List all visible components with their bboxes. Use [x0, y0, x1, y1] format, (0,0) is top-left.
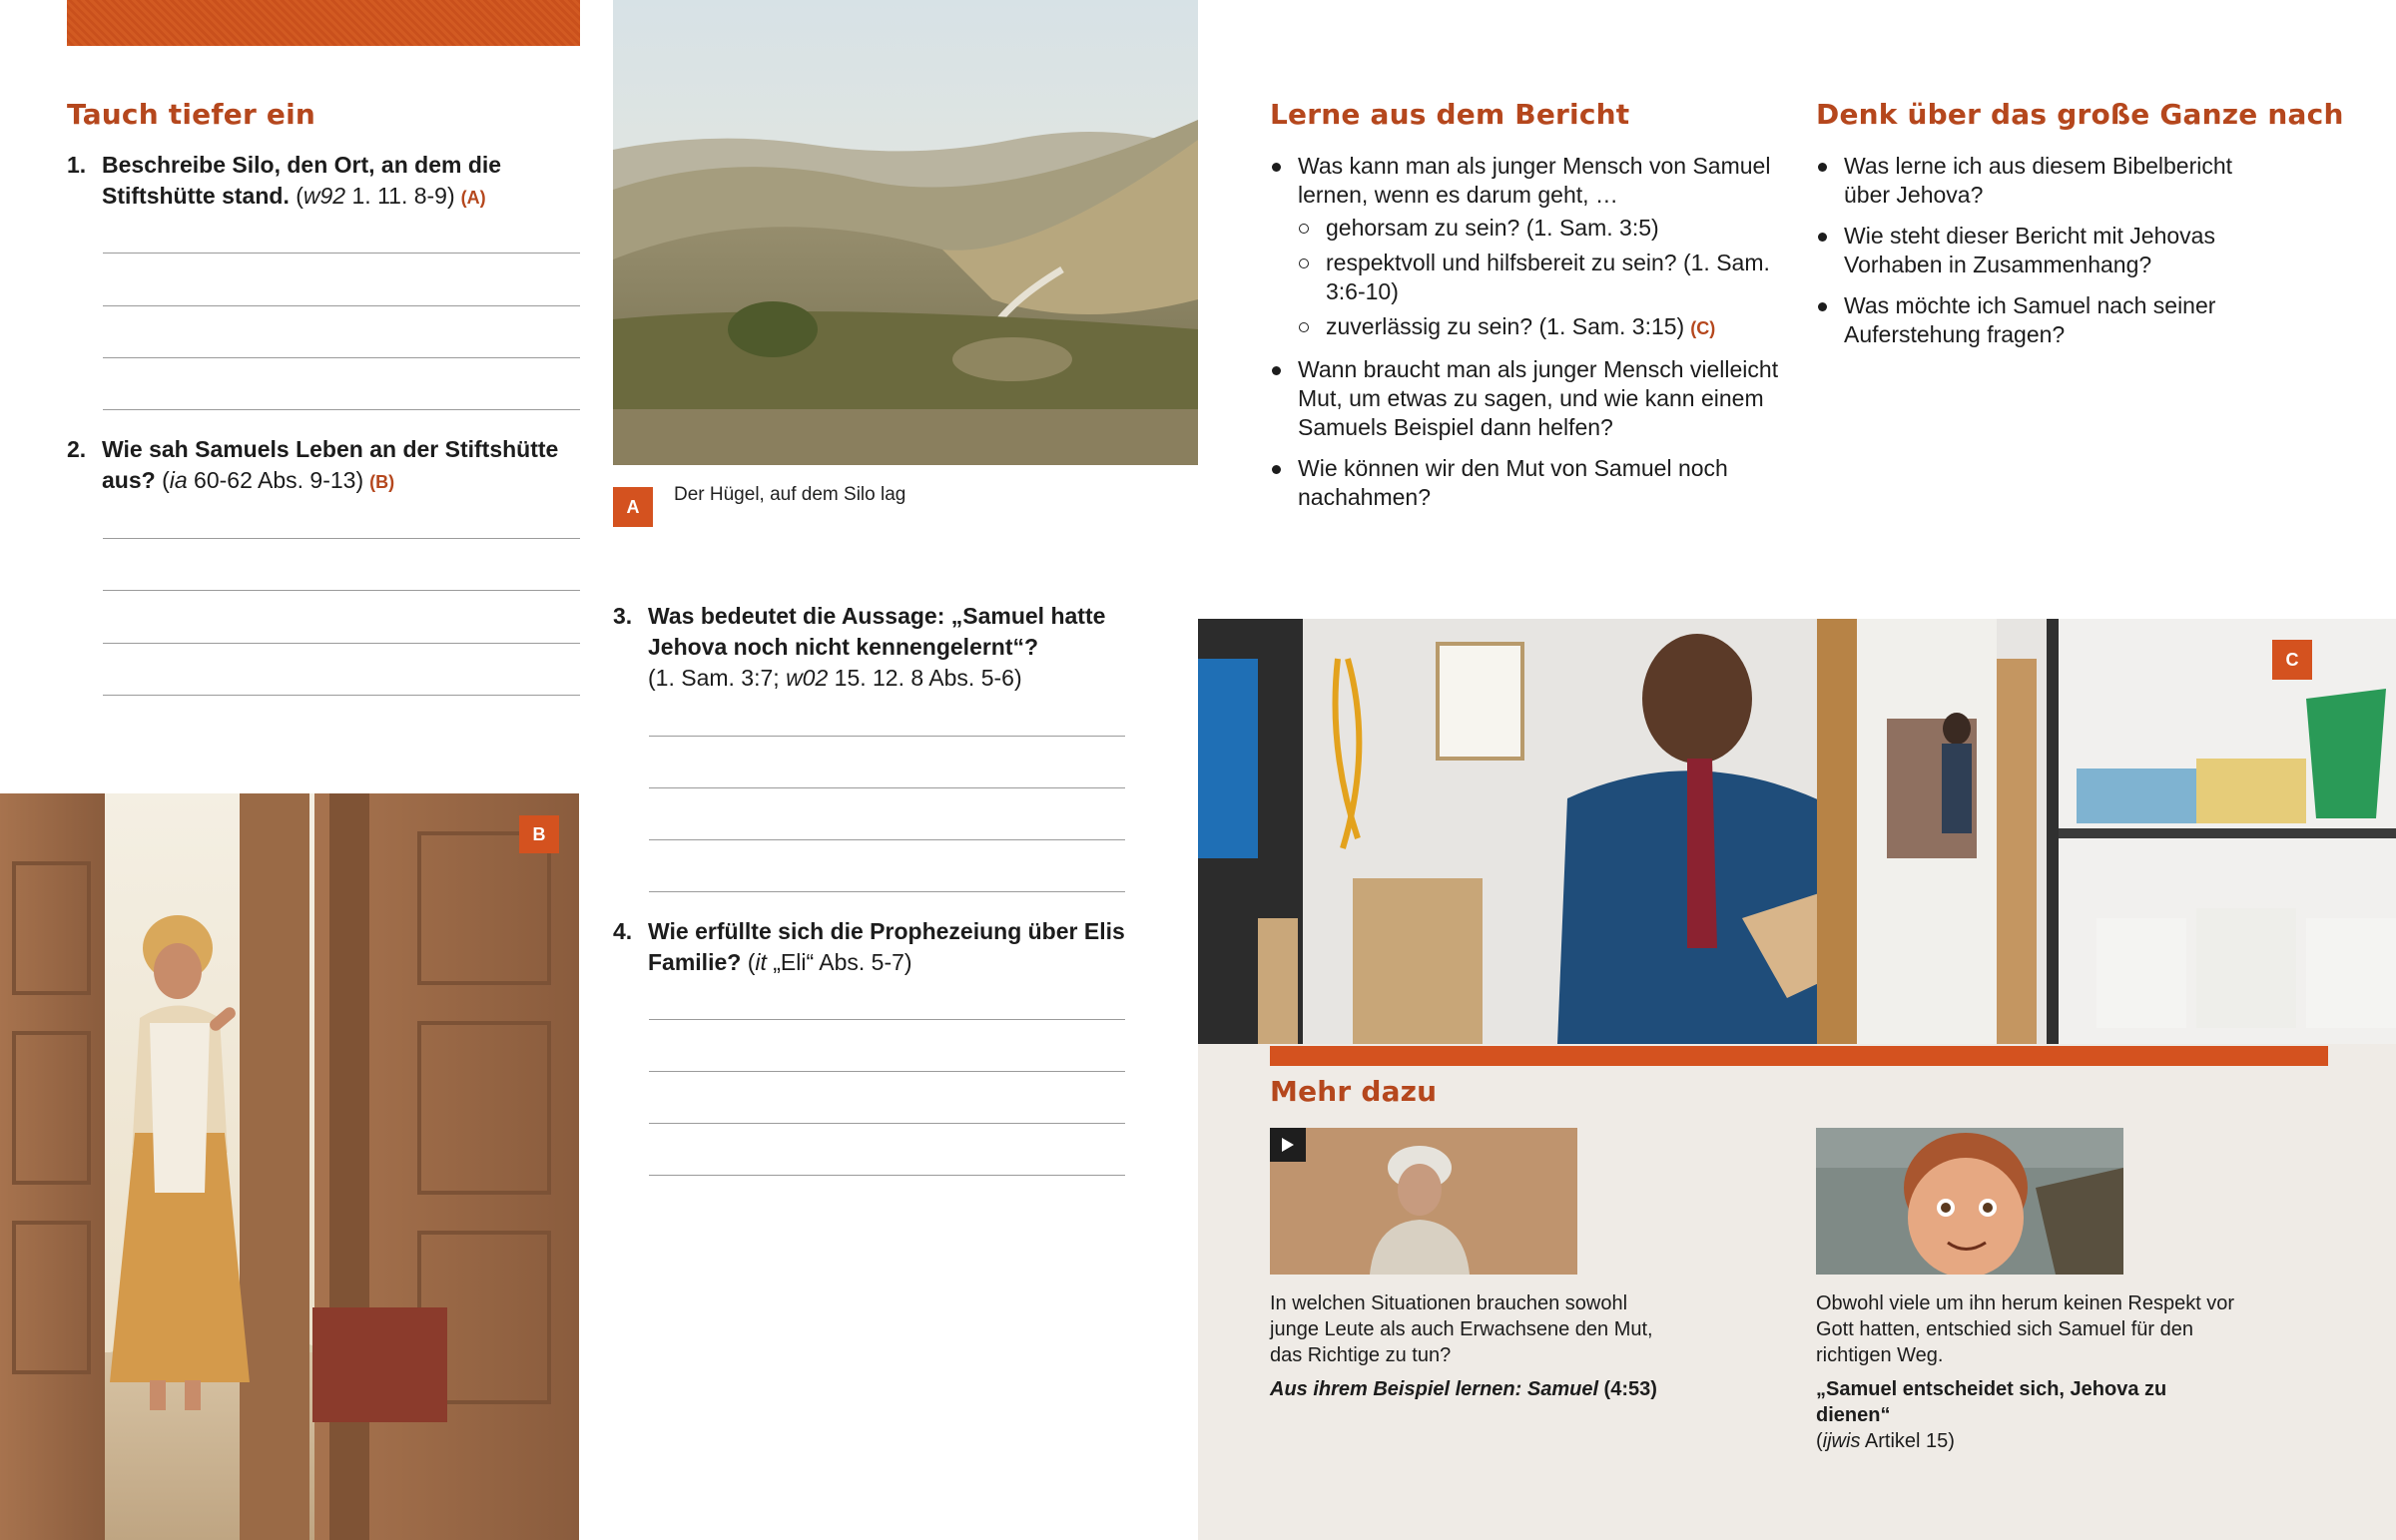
write-line[interactable]: [103, 305, 580, 306]
list-item: gehorsam zu sein? (1. Sam. 3:5): [1298, 214, 1789, 243]
write-line[interactable]: [103, 643, 580, 644]
article-ref: (ijwis Artikel 15): [1816, 1430, 1955, 1452]
list-item: Was möchte ich Samuel nach seiner Auferstehung fragen?: [1816, 291, 2255, 349]
question-1: 1. Beschreibe Silo, den Ort, an dem die Stiftshütte stand. (w92 1. 11. 8-9) (A): [67, 152, 502, 209]
list-item: Was kann man als junger Mensch von Samuel lernen, wenn es darum geht, … gehorsam zu sein? (1. Sam. 3:5) respektvoll und hilfsbereit zu sein? (1. Sam. 3:6-10) zuverlässig zu sein? (1. Sam. 3:15) (C): [1270, 152, 1789, 343]
ref-tag-b: (B): [369, 472, 395, 492]
list-item: respektvoll und hilfsbereit zu sein? (1. Sam. 3:6-10): [1298, 249, 1789, 306]
landscape-photo-icon: [613, 0, 1198, 465]
write-line[interactable]: [103, 590, 580, 591]
list-item: Wann braucht man als junger Mensch vielleicht Mut, um etwas zu sagen, und wie kann einem Samuels Beispiel dann helfen?: [1270, 355, 1789, 442]
write-line[interactable]: [103, 695, 580, 696]
write-line[interactable]: [649, 787, 1125, 788]
samuel-opening-doors-illustration-icon: [0, 793, 579, 1540]
ref-tag-a: (A): [460, 188, 486, 208]
think-list: [1816, 152, 2255, 361]
write-line[interactable]: [649, 839, 1125, 840]
video-thumbnail[interactable]: [1270, 1128, 1577, 1275]
write-line[interactable]: [103, 357, 580, 358]
write-line[interactable]: [103, 253, 580, 254]
photo-a-caption: Der Hügel, auf dem Silo lag: [674, 484, 906, 505]
article-description: Obwohl viele um ihn herum keinen Respekt vor Gott hatten, entschied sich Samuel für den richtigen Weg. „Samuel entscheidet sich, Jehova zu dienen“ (ijwis Artikel 15): [1816, 1292, 2235, 1452]
badge-b: B: [519, 815, 559, 853]
list-item: Wie steht dieser Bericht mit Jehovas Vorhaben in Zusammenhang?: [1816, 222, 2255, 279]
write-line[interactable]: [649, 1071, 1125, 1072]
article-link[interactable]: „Samuel entscheidet sich, Jehova zu dienen“: [1816, 1378, 2167, 1426]
write-line[interactable]: [649, 736, 1125, 737]
think-heading: Denk über das große Ganze nach: [1816, 98, 2344, 131]
question-4: 4. Wie erfüllte sich die Prophezeiung über Elis Familie? (it „Eli“ Abs. 5-7): [613, 918, 1125, 975]
video-description: In welchen Situationen brauchen sowohl junge Leute als auch Erwachsene den Mut, das Richtige zu tun? Aus ihrem Beispiel lernen: Samuel (4:53): [1270, 1290, 1669, 1402]
silo-landscape-photo: [613, 0, 1198, 465]
list-item: zuverlässig zu sein? (1. Sam. 3:15) (C): [1298, 312, 1789, 343]
question-3: 3. Was bedeutet die Aussage: „Samuel hatte Jehova noch nicht kennengelernt“? (1. Sam. 3:7; w02 15. 12. 8 Abs. 5-6): [613, 603, 1106, 691]
storeroom-photo: [1198, 619, 2396, 1044]
question-2: 2. Wie sah Samuels Leben an der Stiftshütte aus? (ia 60-62 Abs. 9-13) (B): [67, 436, 559, 493]
list-item: Was lerne ich aus diesem Bibelbericht über Jehova?: [1816, 152, 2255, 210]
write-line[interactable]: [649, 1019, 1125, 1020]
ref-tag-c: (C): [1690, 318, 1716, 338]
deep-heading: Tauch tiefer ein: [67, 98, 316, 131]
samuel-video-still-icon: [1270, 1128, 1577, 1275]
more-heading: Mehr dazu: [1270, 1075, 1438, 1108]
young-man-with-clipboard-photo-icon: [1198, 619, 2396, 1044]
video-link[interactable]: Aus ihrem Beispiel lernen: Samuel (4:53): [1270, 1378, 1657, 1400]
more-accent-bar: [1270, 1046, 2328, 1066]
list-item: Wie können wir den Mut von Samuel noch nachahmen?: [1270, 454, 1789, 512]
write-line[interactable]: [649, 1175, 1125, 1176]
article-thumbnail[interactable]: [1816, 1128, 2123, 1275]
learn-sublist: [1298, 214, 1789, 343]
badge-a: A: [613, 487, 653, 527]
cartoon-samuel-icon: [1816, 1128, 2123, 1275]
play-icon[interactable]: [1270, 1128, 1306, 1162]
badge-c: C: [2272, 640, 2312, 680]
top-accent-strip: [67, 0, 580, 46]
write-line[interactable]: [103, 538, 580, 539]
write-line[interactable]: [103, 409, 580, 410]
write-line[interactable]: [649, 891, 1125, 892]
learn-heading: Lerne aus dem Bericht: [1270, 98, 1630, 131]
write-line[interactable]: [649, 1123, 1125, 1124]
samuel-doors-illustration: [0, 793, 579, 1540]
learn-list: [1270, 152, 1789, 524]
